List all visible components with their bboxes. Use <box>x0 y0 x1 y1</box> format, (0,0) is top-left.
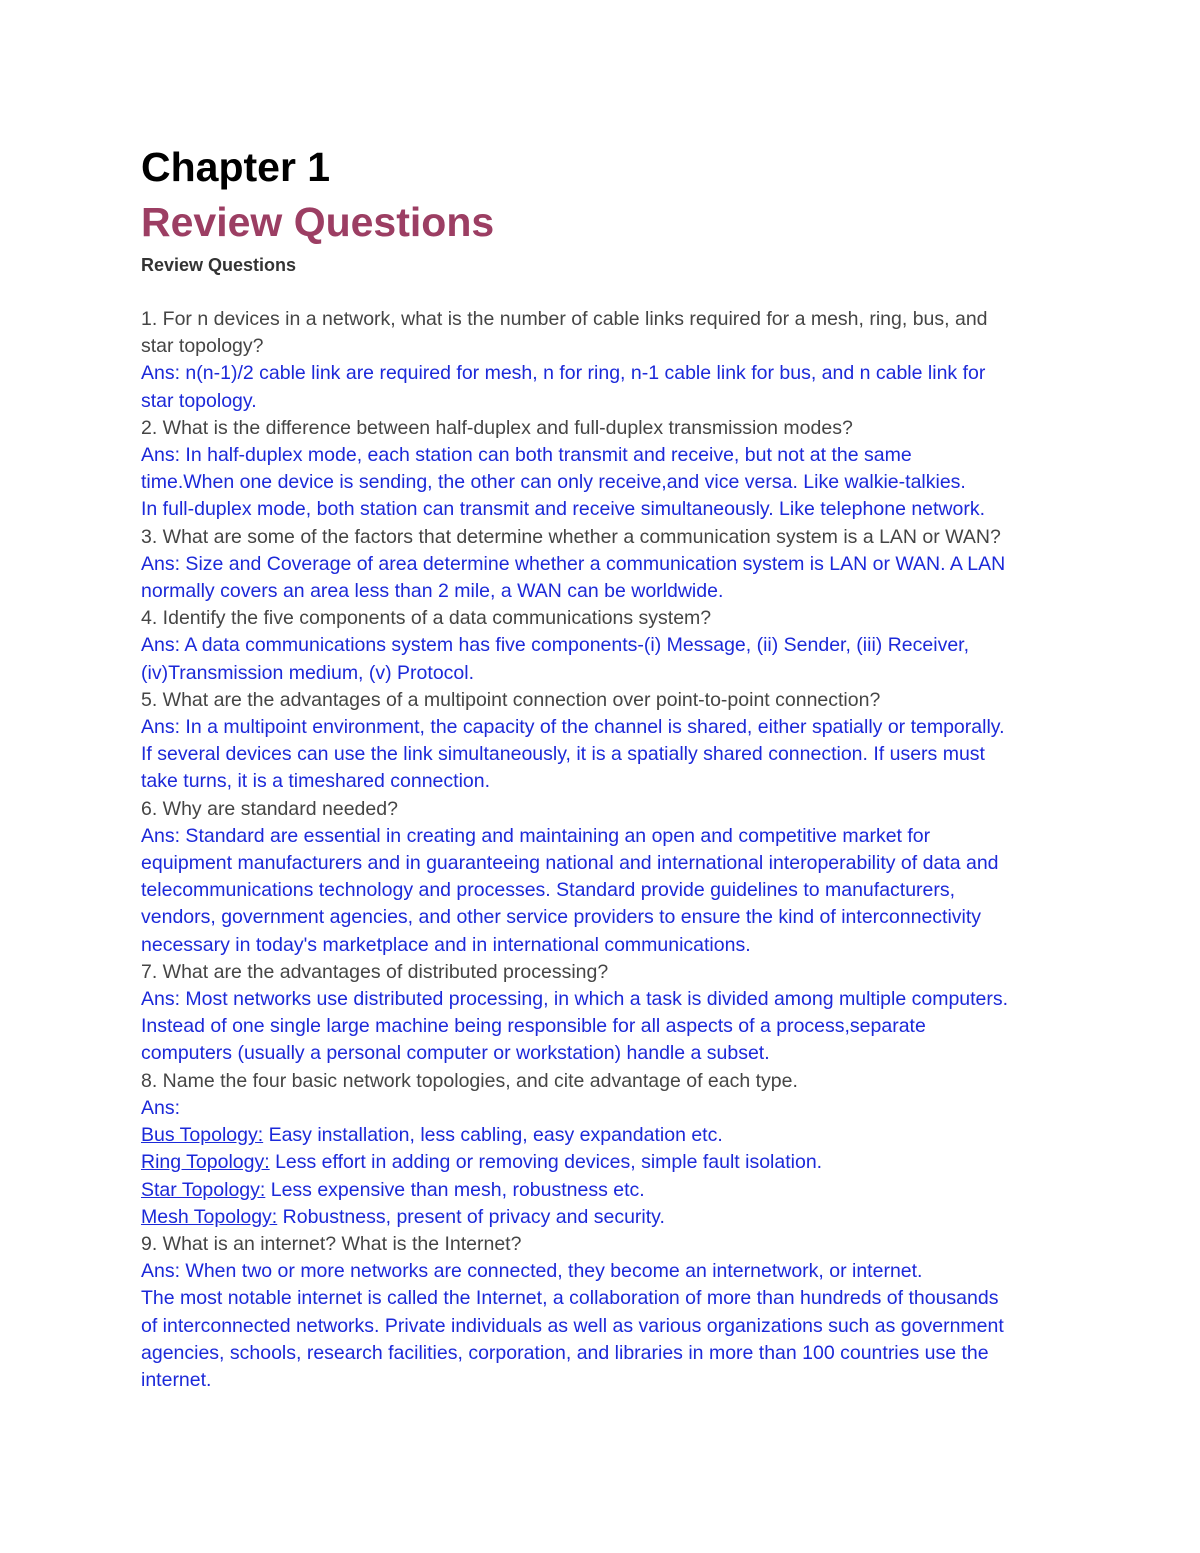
topology-advantage: Easy installation, less cabling, easy expandation etc. <box>263 1124 723 1147</box>
topology-advantage: Robustness, present of privacy and security. <box>277 1205 665 1228</box>
question-line: 6. Why are standard needed? <box>141 797 398 820</box>
answer-line: vendors, government agencies, and other service providers to ensure the kind of interconnectivity <box>141 906 982 929</box>
topology-line <box>141 1149 1071 1176</box>
answer-line: Ans: A data communications system has five components-(i) Message, (ii) Sender, (iii) Receiver, <box>141 634 969 657</box>
question-line: 9. What is an internet? What is the Internet? <box>141 1232 522 1255</box>
answer-line: In full-duplex mode, both station can transmit and receive simultaneously. Like telephone network. <box>141 498 986 521</box>
question-line: 4. Identify the five components of a data communications system? <box>141 607 712 630</box>
subheading: Review Questions <box>141 255 297 275</box>
topology-name: Ring Topology: <box>141 1151 270 1174</box>
answer-line: telecommunications technology and processes. Standard provide guidelines to manufacturers, <box>141 879 956 902</box>
qa-body <box>141 306 1071 1394</box>
answer-line: computers (usually a personal computer or workstation) handle a subset. <box>141 1042 770 1065</box>
topology-name: Bus Topology: <box>141 1124 264 1147</box>
section-title: Review Questions <box>141 199 495 245</box>
answer-line: equipment manufacturers and in guaranteeing national and international interoperability of data and <box>141 852 999 875</box>
answer-line: necessary in today's marketplace and in international communications. <box>141 933 751 956</box>
question-line: 2. What is the difference between half-duplex and full-duplex transmission modes? <box>141 416 853 439</box>
topology-advantage: Less effort in adding or removing devices, simple fault isolation. <box>269 1151 823 1174</box>
topology-name: Star Topology: <box>141 1178 266 1201</box>
answer-line: Ans: n(n-1)/2 cable link are required for mesh, n for ring, n-1 cable link for bus, and n cable link for <box>141 362 986 385</box>
answer-line: Ans: In half-duplex mode, each station can both transmit and receive, but not at the same <box>141 444 912 467</box>
answer-line: If several devices can use the link simultaneously, it is a spatially shared connection. If users must <box>141 743 985 766</box>
answer-line: star topology. <box>141 389 257 412</box>
document-content <box>141 138 1071 1394</box>
answer-line: Ans: Standard are essential in creating and maintaining an open and competitive market for <box>141 824 931 847</box>
answer-line: normally covers an area less than 2 mile, a WAN can be worldwide. <box>141 580 724 603</box>
answer-line: internet. <box>141 1368 212 1391</box>
topology-name: Mesh Topology: <box>141 1205 278 1228</box>
question-line: 3. What are some of the factors that determine whether a communication system is a LAN or WAN? <box>141 525 1001 548</box>
topology-line <box>141 1122 1071 1149</box>
answer-line: time.When one device is sending, the other can only receive,and vice versa. Like walkie-talkies. <box>141 471 966 494</box>
topology-line <box>141 1204 1071 1231</box>
answer-line: agencies, schools, research facilities, corporation, and libraries in more than 100 countries use the <box>141 1341 989 1364</box>
answer-line: of interconnected networks. Private individuals as well as various organizations such as government <box>141 1314 1004 1337</box>
topology-advantage: Less expensive than mesh, robustness etc. <box>265 1178 645 1201</box>
answer-line: Ans: In a multipoint environment, the capacity of the channel is shared, either spatially or temporally. <box>141 716 1005 739</box>
topology-line <box>141 1177 1071 1204</box>
question-line: 7. What are the advantages of distributed processing? <box>141 960 609 983</box>
chapter-title: Chapter 1 <box>141 144 331 190</box>
answer-line: (iv)Transmission medium, (v) Protocol. <box>141 661 475 684</box>
question-line: 5. What are the advantages of a multipoint connection over point-to-point connection? <box>141 688 881 711</box>
answer-line: The most notable internet is called the Internet, a collaboration of more than hundreds of thousands <box>141 1287 999 1310</box>
answer-line: Ans: <box>141 1096 181 1119</box>
answer-line: take turns, it is a timeshared connection. <box>141 770 491 793</box>
question-line: 1. For n devices in a network, what is the number of cable links required for a mesh, ring, bus, and <box>141 308 988 330</box>
answer-line: Ans: Size and Coverage of area determine whether a communication system is LAN or WAN. A LAN <box>141 552 1006 575</box>
question-line: 8. Name the four basic network topologies, and cite advantage of each type. <box>141 1069 798 1092</box>
question-line: star topology? <box>141 335 264 358</box>
answer-line: Instead of one single large machine being responsible for all aspects of a process,separate <box>141 1015 926 1038</box>
answer-line: Ans: When two or more networks are connected, they become an internetwork, or internet. <box>141 1260 923 1283</box>
answer-line: Ans: Most networks use distributed processing, in which a task is divided among multiple computers. <box>141 988 1009 1011</box>
